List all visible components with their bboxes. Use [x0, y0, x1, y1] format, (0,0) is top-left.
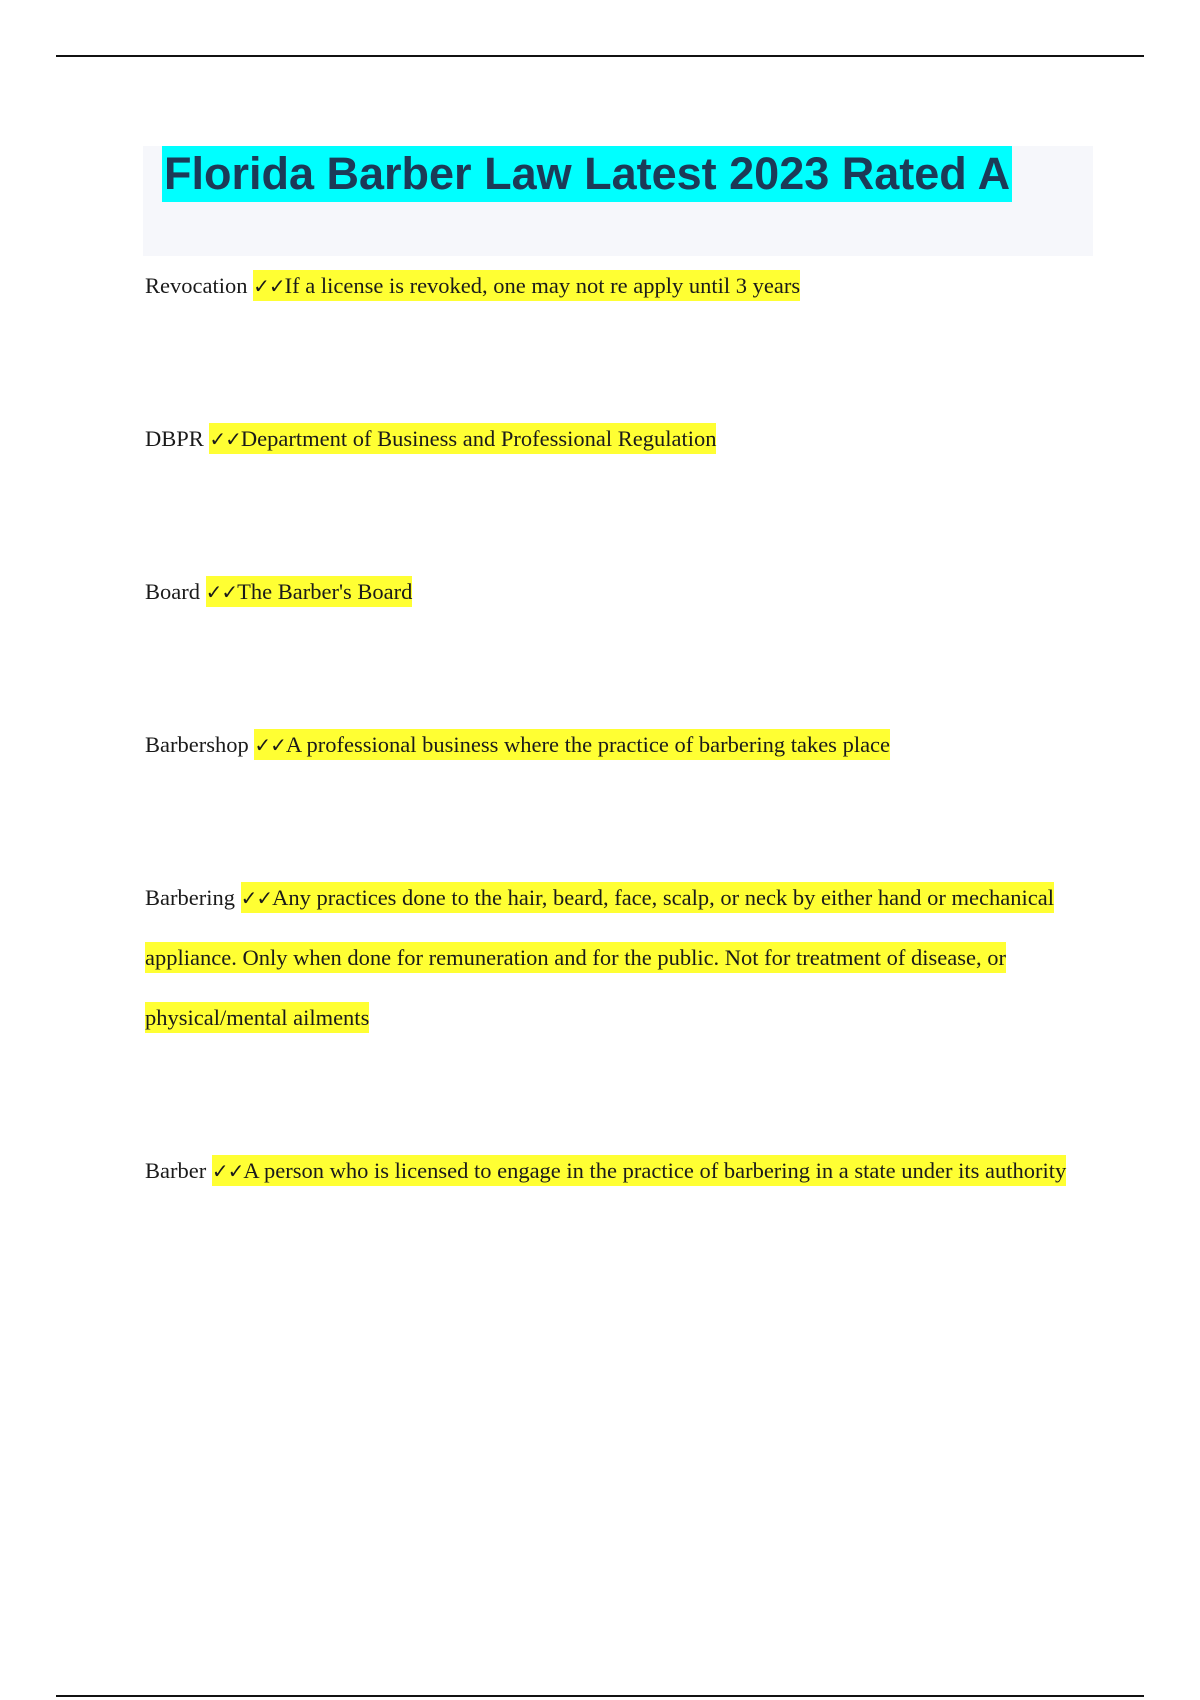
entry-definition-text: If a license is revoked, one may not re apply until 3 years	[284, 273, 801, 298]
entry-term: Barber	[145, 1158, 207, 1183]
document-title: Florida Barber Law Latest 2023 Rated A	[162, 146, 1012, 202]
entry-barbering	[145, 868, 1090, 1048]
check-marks-icon: ✓✓	[211, 1159, 244, 1183]
check-marks-icon: ✓✓	[253, 274, 285, 298]
entry-definition	[145, 882, 1054, 1033]
check-marks-icon: ✓✓	[209, 427, 241, 451]
entry-board	[145, 562, 1090, 622]
check-marks-icon: ✓✓	[240, 886, 273, 910]
entry-definition	[212, 1155, 1066, 1186]
entry-term: Barbershop	[145, 732, 249, 757]
entry-definition-text: Department of Business and Professional Regulation	[240, 426, 717, 451]
flashcard-list	[145, 256, 1090, 1201]
entry-definition-text: The Barber's Board	[237, 579, 413, 604]
entry-definition	[253, 270, 800, 301]
entry-barber	[145, 1141, 1090, 1201]
entry-definition-text: A person who is licensed to engage in the practice of barbering in a state under its authority	[243, 1158, 1067, 1183]
entry-definition	[209, 423, 716, 454]
entry-barbershop	[145, 715, 1090, 775]
entry-dbpr	[145, 409, 1090, 469]
entry-definition-text: A professional business where the practice of barbering takes place	[285, 732, 891, 757]
top-rule	[56, 55, 1144, 57]
entry-term: Barbering	[145, 885, 235, 910]
check-marks-icon: ✓✓	[205, 580, 238, 604]
entry-revocation	[145, 256, 1090, 316]
bottom-rule	[56, 1695, 1144, 1697]
check-marks-icon: ✓✓	[254, 733, 286, 757]
entry-definition-text: Any practices done to the hair, beard, face, scalp, or neck by either hand or mechanical appliance. Only when done for remuneration and for the public. Not for treatment of disease, or physical/mental ailments	[145, 885, 1054, 1030]
entry-term: Board	[145, 579, 200, 604]
entry-definition	[206, 576, 413, 607]
entry-term: DBPR	[145, 426, 204, 451]
entry-definition	[254, 729, 890, 760]
entry-term: Revocation	[145, 273, 248, 298]
